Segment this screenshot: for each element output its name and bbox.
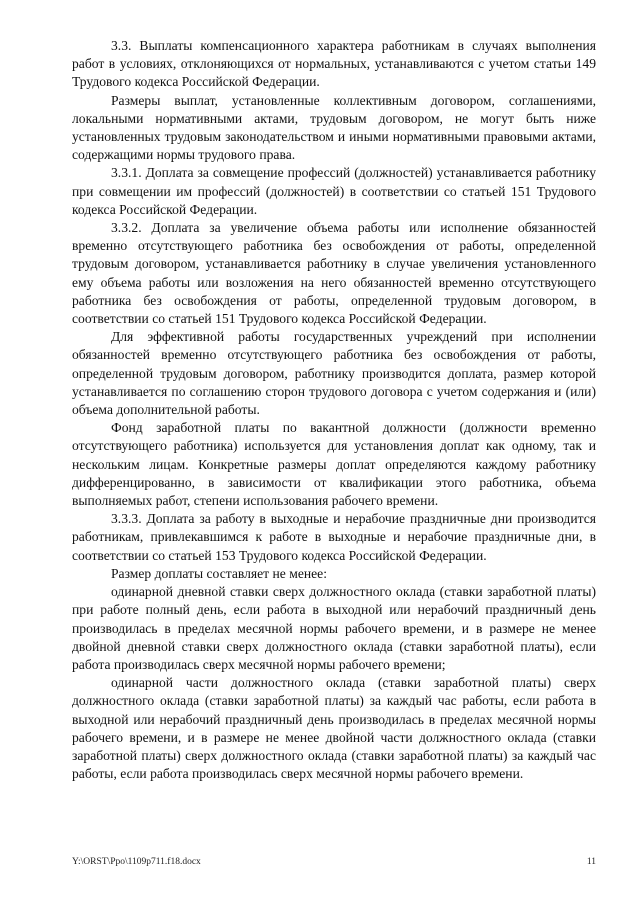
paragraph-3-3: 3.3. Выплаты компенсационного характера работникам в случаях выполнения работ в условиях, отклоняющихся от нормальных, устанавливаются с учетом статьи 149 Трудового кодекса Российской Федерации. [72, 38, 596, 90]
paragraph-salary-fund: Фонд заработной платы по вакантной должности (должности временно отсутствующего работника) используется для установления доплат как одному, так и нескольким лицам. Конкретные размеры доплат определяются каждому работнику дифференцированно, в зависимости от квалификации этого работника, объема выполняемых работ, степени использования рабочего времени. [72, 420, 596, 509]
paragraph-3-3-1: 3.3.1. Доплата за совмещение профессий (должностей) устанавливается работнику при совмещении им профессий (должностей) в соответствии со статьей 151 Трудового кодекса Российской Федерации. [72, 165, 596, 217]
paragraph-daily-rate: одинарной дневной ставки сверх должностного оклада (ставки заработной платы) при работе полный день, если работа в выходной или нерабочий праздничный день производилась в пределах месячной нормы рабочего времени, и в размере не менее двойной дневной ставки сверх должностного оклада (ставки заработной платы), если работа производилась сверх месячной нормы рабочего времени; [72, 584, 596, 672]
document-body [72, 37, 596, 783]
page-number: 11 [586, 857, 596, 867]
paragraph-effective-work: Для эффективной работы государственных учреждений при исполнении обязанностей временно отсутствующего работника без освобождения от работы, определенной трудовым договором, работнику производится доплата, размер которой устанавливается по соглашению сторон трудового договора с учетом содержания и (или) объема дополнительной работы. [72, 329, 596, 418]
paragraph-payment-size-intro: Размер доплаты составляет не менее: [111, 565, 327, 581]
paragraph-payment-sizes: Размеры выплат, установленные коллективным договором, соглашениями, локальными нормативными актами, трудовым договором, не могут быть ниже установленных трудовым законодательством и иными нормативными правовыми актами, содержащими нормы трудового права. [72, 92, 596, 163]
paragraph-hourly-rate: одинарной части должностного оклада (ставки заработной платы) сверх должностного оклада (ставки заработной платы) за каждый час работы, если работа в выходной или нерабочий праздничный день производилась в пределах месячной нормы рабочего времени, и в размере не менее двойной части должностного оклада (ставки заработной платы) сверх должностного оклада (ставки заработной платы) за каждый час работы, если работа производилась сверх месячной нормы рабочего времени. [72, 675, 596, 782]
page-footer [72, 857, 596, 867]
paragraph-3-3-2: 3.3.2. Доплата за увеличение объема работы или исполнение обязанностей временно отсутствующего работника без освобождения от работы, определенной трудовым договором, устанавливается работнику в случае увеличения установленного ему объема работы или возложения на него обязанностей временно отсутствующего работника без освобождения от работы, определенной трудовым договором, в соответствии со статьей 151 Трудового кодекса Российской Федерации. [72, 220, 596, 327]
footer-file-path: Y:\ORST\Ppo\1109p711.f18.docx [72, 857, 201, 867]
paragraph-3-3-3: 3.3.3. Доплата за работу в выходные и нерабочие праздничные дни производится работникам, привлекавшимся к работе в выходные и нерабочие праздничные дни, в соответствии со статьей 153 Трудового кодекса Российской Федерации. [72, 511, 596, 563]
